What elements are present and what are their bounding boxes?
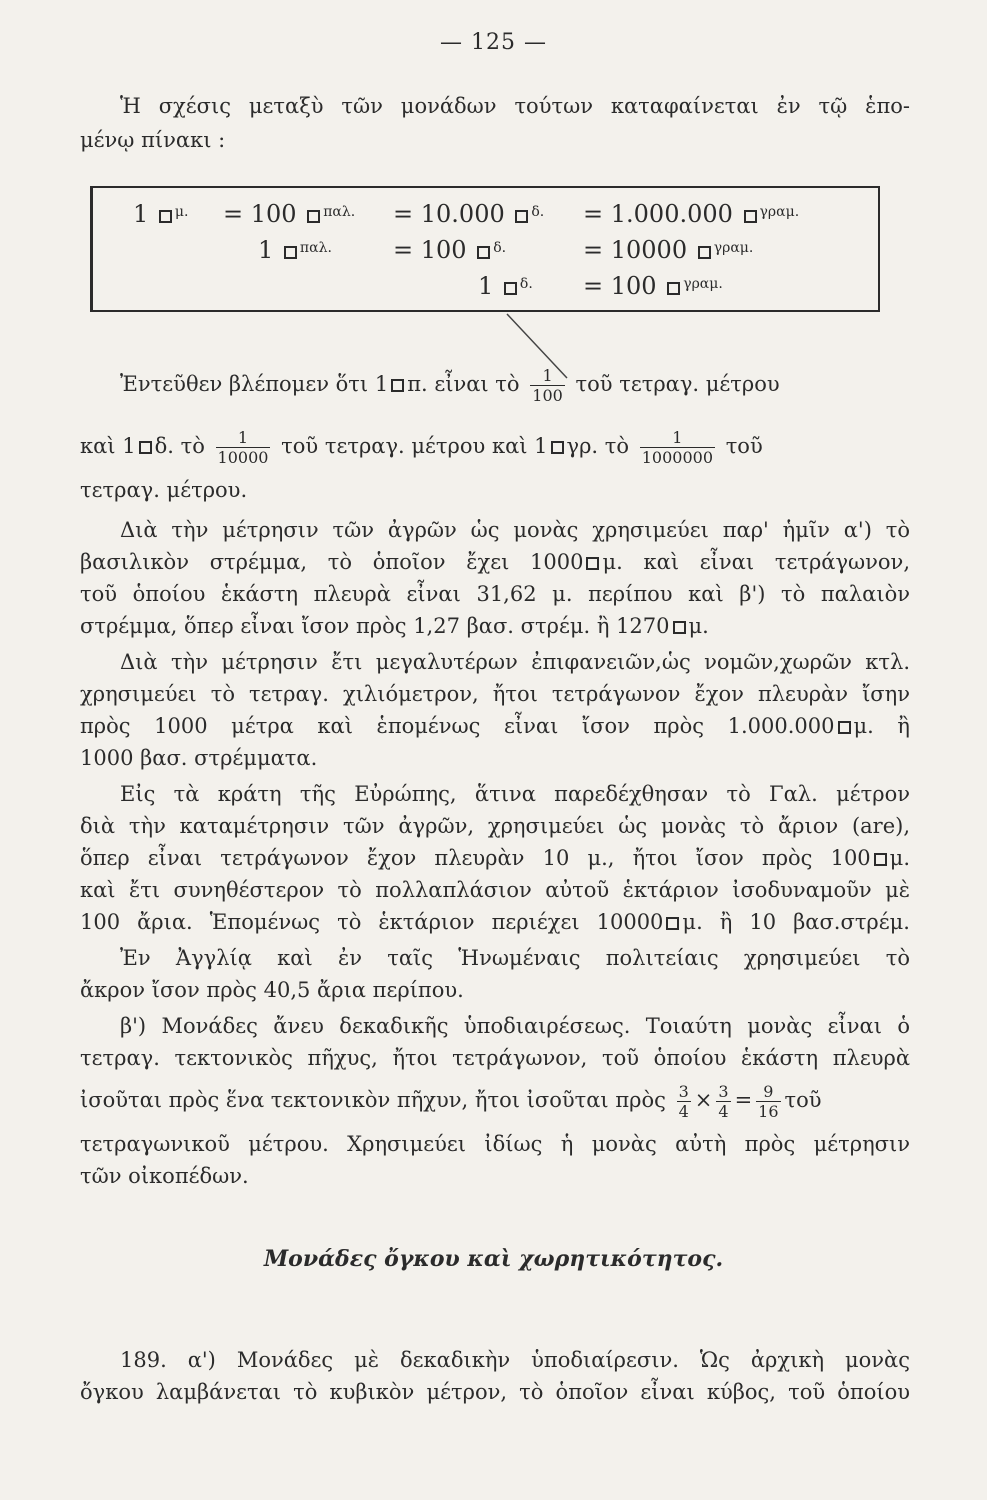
para3-line-2: χρησιμεύει τὸ τετραγ. χιλιόμετρον, ἤτοι τετράγωνον ἔχον πλευρὰν ἴσην <box>80 682 910 706</box>
table-cell-number: 10000 <box>610 236 688 264</box>
fraction-denominator: 100 <box>532 386 563 405</box>
para1-line-3: τετραγ. μέτρου. <box>80 478 248 502</box>
para6-line-3 <box>80 1082 910 1121</box>
para1-line-2 <box>80 428 910 467</box>
page-number: — 125 — <box>440 30 547 55</box>
fraction-denominator: 1000000 <box>641 448 713 467</box>
table-cell-number: 100 <box>420 236 467 264</box>
para7-line-2: ὄγκου λαμβάνεται τὸ κυβικὸν μέτρον, τὸ ὁποῖον εἶναι κύβος, τοῦ ὁποίου <box>80 1380 910 1404</box>
table-cell-number: 1 <box>258 236 274 264</box>
text-span: Ἐντεῦθεν βλέπομεν ὅτι 1 <box>120 372 389 396</box>
fraction-denominator: 10000 <box>217 448 269 467</box>
text-span: ἰσοῦται πρὸς ἕνα τεκτονικὸν πῆχυν, ἤτοι ἰσοῦται πρὸς <box>80 1088 666 1112</box>
times-sign: × <box>694 1088 713 1112</box>
text-span: μ. ἢ 10 βασ.στρέμ. <box>682 910 910 934</box>
text-span: βασιλικὸν στρέμμα, τὸ ὁποῖον ἔχει 1000 <box>80 550 584 574</box>
para6-line-1: β') Μονάδες ἄνευ δεκαδικῆς ὑποδιαιρέσεως. Τοιαύτη μονὰς εἶναι ὁ <box>120 1014 910 1038</box>
square-symbol-icon <box>874 853 887 866</box>
table-row <box>93 232 878 264</box>
table-cell-unit: γραμ. <box>683 276 723 292</box>
text-span: πρὸς 1000 μέτρα καὶ ἑπομένως εἶναι ἴσον πρὸς 1.000.000 <box>80 714 835 738</box>
table-row <box>93 196 878 228</box>
para3-line-1: Διὰ τὴν μέτρησιν ἔτι μεγαλυτέρων ἐπιφανειῶν,ὡς νομῶν,χωρῶν κτλ. <box>120 650 910 674</box>
para6-line-5: τῶν οἰκοπέδων. <box>80 1164 249 1188</box>
table-cell-number: 100 <box>610 272 657 300</box>
text-span: μ. ἢ <box>853 714 910 738</box>
square-symbol-icon <box>159 210 172 223</box>
table-cell-number: 1.000.000 <box>610 200 733 228</box>
text-span: ὅπερ εἶναι τετράγωνον ἔχον πλευρὰν 10 μ., ἤτοι ἴσον πρὸς 100 <box>80 846 871 870</box>
fraction-denominator: 16 <box>758 1102 779 1121</box>
intro-line-2: μένῳ πίνακι : <box>80 128 226 152</box>
table-cell-equals: = <box>393 200 414 228</box>
para4-line-5 <box>80 908 910 936</box>
para3-line-4: 1000 βασ. στρέμματα. <box>80 746 318 770</box>
square-symbol-icon <box>504 282 517 295</box>
fraction <box>677 1082 691 1121</box>
square-symbol-icon <box>744 210 757 223</box>
table-cell-unit: γραμ. <box>713 240 754 256</box>
para6-line-2: τετραγ. τεκτονικὸς πῆχυς, ἤτοι τετράγωνον, τοῦ ὁποίου ἑκάστη πλευρὰ <box>80 1046 910 1070</box>
table-cell-unit: δ. <box>531 204 545 220</box>
table-cell-equals: = <box>583 236 604 264</box>
square-symbol-icon <box>551 441 564 454</box>
fraction-numerator: 1 <box>237 428 249 447</box>
text-span: μ. <box>889 846 910 870</box>
square-symbol-icon <box>307 210 320 223</box>
fraction <box>530 366 565 405</box>
text-span: π. εἶναι τὸ <box>407 372 520 396</box>
table-cell-number: 1 <box>478 272 494 300</box>
table-row <box>93 268 878 300</box>
para2-line-4 <box>80 612 910 640</box>
fraction-denominator: 4 <box>718 1102 729 1121</box>
table-cell-unit: δ. <box>519 276 533 292</box>
text-span: γρ. τὸ <box>566 434 630 458</box>
table-cell-unit: δ. <box>493 240 507 256</box>
square-symbol-icon <box>284 246 297 259</box>
conversion-table <box>90 186 880 312</box>
para6-line-4: τετραγωνικοῦ μέτρου. Χρησιμεύει ἰδίως ἡ μονὰς αὐτὴ πρὸς μέτρησιν <box>80 1132 910 1156</box>
text-span: μ. καὶ εἶναι τετράγωνον, <box>602 550 910 574</box>
fraction-numerator: 1 <box>672 428 683 447</box>
table-cell-number: 100 <box>250 200 297 228</box>
para4-line-2: διὰ τὴν καταμέτρησιν τῶν ἀγρῶν, χρησιμεύει ὡς μονὰς τὸ ἄριον (are), <box>80 814 910 838</box>
fraction <box>756 1082 780 1121</box>
text-span: 100 ἄρια. Ἑπομένως τὸ ἑκτάριον περιέχει 10000 <box>80 910 664 934</box>
square-symbol-icon <box>666 917 679 930</box>
para2-line-2 <box>80 548 910 576</box>
square-symbol-icon <box>838 721 851 734</box>
fraction-numerator: 9 <box>763 1082 774 1101</box>
table-cell-equals: = <box>223 200 244 228</box>
equals-sign: = <box>734 1088 753 1112</box>
square-symbol-icon <box>586 557 599 570</box>
text-span: δ. τὸ <box>154 434 205 458</box>
para5-line-1: Ἐν Ἀγγλίᾳ καὶ ἐν ταῖς Ἡνωμέναις πολιτείαις χρησιμεύει τὸ <box>120 946 910 970</box>
fraction <box>216 428 271 467</box>
square-symbol-icon <box>391 379 404 392</box>
square-symbol-icon <box>673 621 686 634</box>
text-span: στρέμμα, ὅπερ εἶναι ἴσον πρὸς 1,27 βασ. στρέμ. ἢ 1270 <box>80 614 670 638</box>
para4-line-4: καὶ ἔτι συνηθέστερον τὸ πολλαπλάσιον αὐτοῦ ἑκτάριον ἰσοδυναμοῦν μὲ <box>80 878 910 902</box>
text-span: τοῦ τετραγ. μέτρου <box>575 372 780 396</box>
table-cell-number: 10.000 <box>420 200 505 228</box>
text-span: τοῦ <box>725 434 763 458</box>
table-cell-unit: γραμ. <box>759 204 800 220</box>
intro-line-1: Ἡ σχέσις μεταξὺ τῶν μονάδων τούτων καταφαίνεται ἐν τῷ ἑπο- <box>120 94 910 118</box>
square-symbol-icon <box>667 282 680 295</box>
table-cell-equals: = <box>583 200 604 228</box>
para7-line-1: 189. α') Μονάδες μὲ δεκαδικὴν ὑποδιαίρεσιν. Ὡς ἀρχικὴ μονὰς <box>120 1348 910 1372</box>
table-cell-unit: παλ. <box>299 240 332 256</box>
para3-line-3 <box>80 712 910 740</box>
para2-line-3: τοῦ ὁποίου ἑκάστη πλευρὰ εἶναι 31,62 μ. περίπου καὶ β') τὸ παλαιὸν <box>80 582 910 606</box>
table-cell-number: 1 <box>133 200 149 228</box>
table-cell-equals: = <box>393 236 414 264</box>
square-symbol-icon <box>139 441 152 454</box>
table-cell-equals: = <box>583 272 604 300</box>
fraction-denominator: 4 <box>678 1102 689 1121</box>
fraction-numerator: 3 <box>718 1082 729 1101</box>
fraction <box>716 1082 730 1121</box>
para1-line-1 <box>120 366 910 405</box>
section-heading: Μονάδες ὄγκου καὶ χωρητικότητος. <box>263 1246 724 1272</box>
table-cell-unit: μ. <box>174 204 189 220</box>
text-span: τοῦ <box>784 1088 822 1112</box>
para4-line-1: Εἰς τὰ κράτη τῆς Εὐρώπης, ἅτινα παρεδέχθησαν τὸ Γαλ. μέτρον <box>120 782 910 806</box>
fraction-numerator: 3 <box>678 1082 689 1101</box>
table-cell-unit: παλ. <box>323 204 356 220</box>
para5-line-2: ἄκρον ἴσον πρὸς 40,5 ἄρια περίπου. <box>80 978 464 1002</box>
fraction <box>640 428 715 467</box>
text-span: καὶ 1 <box>80 434 136 458</box>
para2-line-1: Διὰ τὴν μέτρησιν τῶν ἀγρῶν ὡς μονὰς χρησιμεύει παρ' ἡμῖν α') τὸ <box>120 518 910 542</box>
fraction-numerator: 1 <box>542 366 553 385</box>
square-symbol-icon <box>698 246 711 259</box>
square-symbol-icon <box>515 210 528 223</box>
text-span: μ. <box>688 614 709 638</box>
para4-line-3 <box>80 844 910 872</box>
square-symbol-icon <box>477 246 490 259</box>
text-span: τοῦ τετραγ. μέτρου καὶ 1 <box>281 434 548 458</box>
